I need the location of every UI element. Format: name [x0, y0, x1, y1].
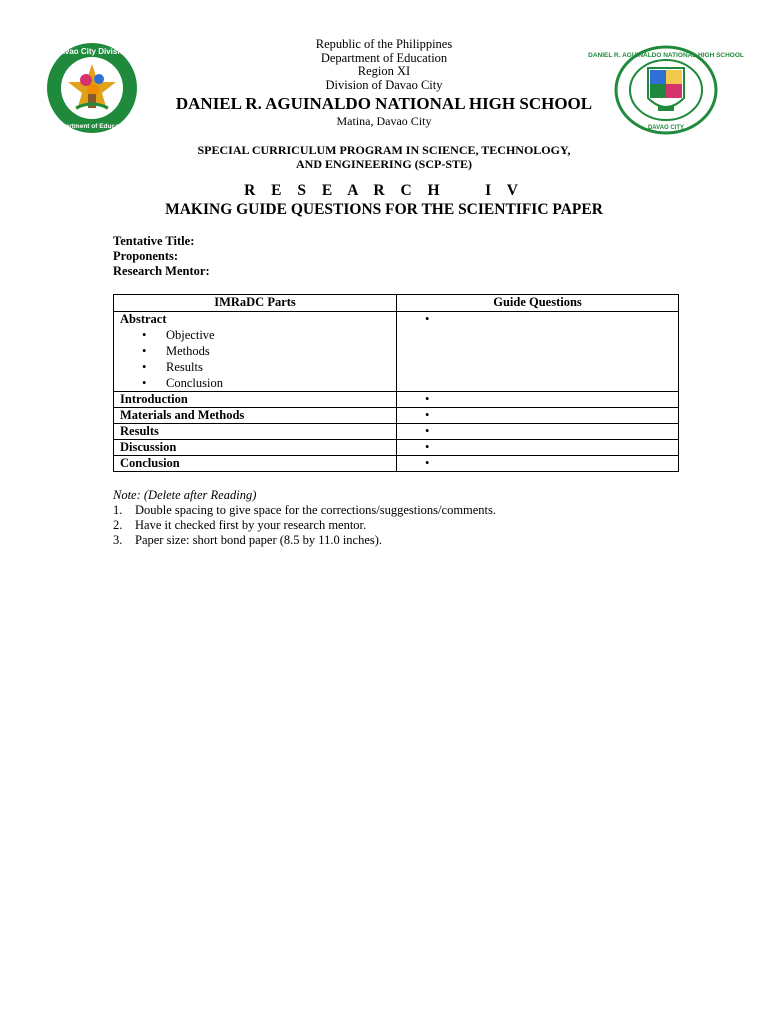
note-title: Note: (Delete after Reading)	[113, 488, 257, 502]
part-discussion: Discussion	[114, 440, 397, 456]
header-guide-questions: Guide Questions	[397, 295, 679, 312]
guide-question-cell[interactable]: •	[397, 424, 679, 440]
research-heading: R E S E A R C H I V	[244, 182, 524, 199]
list-item: • Methods	[142, 344, 210, 358]
paper-heading: MAKING GUIDE QUESTIONS FOR THE SCIENTIFIC PAPER	[165, 201, 603, 218]
note-section	[113, 488, 496, 548]
right-logo-text: DANIEL R. AGUINALDO NATIONAL HIGH SCHOOL	[588, 52, 744, 59]
list-item: • Conclusion	[142, 376, 223, 390]
part-results: Results	[114, 424, 397, 440]
abstract-sublist	[120, 327, 390, 391]
table-row	[114, 392, 679, 408]
note-item: 1. Double spacing to give space for the corrections/suggestions/comments.	[113, 503, 497, 517]
proponents-label: Proponents:	[113, 249, 179, 263]
country-line: Republic of the Philippines	[315, 37, 453, 51]
tentative-title-label: Tentative Title:	[113, 234, 195, 248]
table-row	[114, 408, 679, 424]
part-conclusion: Conclusion	[114, 456, 397, 472]
header-imradc-parts: IMRaDC Parts	[114, 295, 397, 312]
table-row	[114, 440, 679, 456]
program-line-1: SPECIAL CURRICULUM PROGRAM IN SCIENCE, TECHNOLOGY,	[197, 143, 571, 157]
research-mentor-label: Research Mentor:	[113, 264, 210, 278]
list-item: • Results	[142, 360, 203, 374]
abstract-label: Abstract	[120, 312, 167, 326]
left-logo-top-text: Davao City Division	[54, 47, 130, 56]
school-address: Matina, Davao City	[336, 114, 432, 128]
form-fields	[113, 234, 210, 279]
part-introduction: Introduction	[114, 392, 397, 408]
guide-questions-table	[113, 294, 679, 472]
guide-question-cell[interactable]: •	[397, 392, 679, 408]
left-logo-bottom-text: Department of Education	[53, 123, 131, 130]
region-line: Region XI	[357, 64, 411, 78]
guide-question-cell[interactable]: •	[397, 312, 679, 392]
table-row-abstract	[114, 312, 679, 392]
school-name: DANIEL R. AGUINALDO NATIONAL HIGH SCHOOL	[175, 94, 593, 113]
guide-question-cell[interactable]: •	[397, 408, 679, 424]
part-materials-methods: Materials and Methods	[114, 408, 397, 424]
note-item: 3. Paper size: short bond paper (8.5 by 11.0 inches).	[113, 533, 383, 547]
list-item: • Objective	[142, 328, 215, 342]
right-logo-bottom-text: DAVAO CITY	[647, 125, 685, 131]
table-row	[114, 424, 679, 440]
department-line: Department of Education	[320, 50, 448, 65]
table-header-row	[114, 295, 679, 312]
table-row	[114, 456, 679, 472]
letterhead	[0, 38, 768, 171]
division-line: Division of Davao City	[325, 77, 443, 92]
guide-question-cell[interactable]: •	[397, 440, 679, 456]
document-title	[0, 182, 768, 219]
note-item: 2. Have it checked first by your research mentor.	[113, 518, 367, 532]
guide-question-cell[interactable]: •	[397, 456, 679, 472]
program-line-2: AND ENGINEERING (SCP-STE)	[295, 157, 473, 171]
